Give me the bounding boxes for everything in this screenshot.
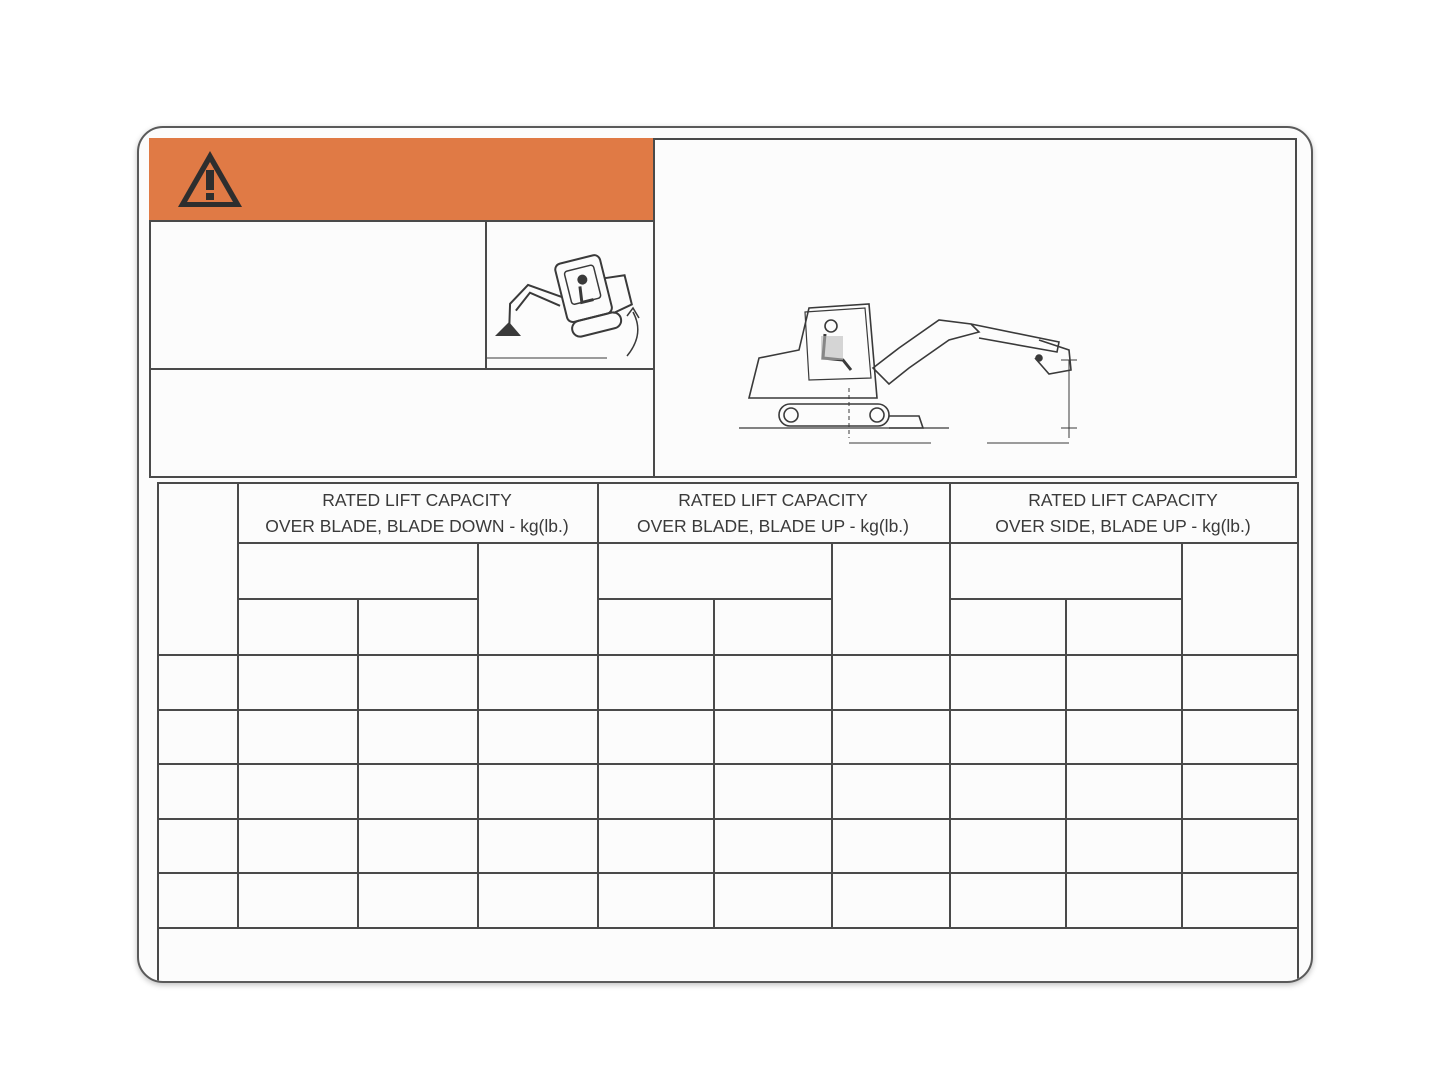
row-line-1: [157, 709, 1299, 711]
rated-lift-capacity-header-2-line2: OVER BLADE, BLADE UP - kg(lb.): [637, 516, 909, 536]
height-units-header: [157, 602, 237, 646]
header-bottom: [149, 476, 1297, 478]
group-line-1: [949, 482, 951, 927]
lift-capacity-decal: [137, 126, 1313, 983]
group-line-2: [1297, 482, 1299, 927]
row-line-4: [157, 872, 1299, 874]
rated-lift-capacity-header-1: [237, 486, 597, 540]
barcode: [1029, 970, 1297, 980]
overload-bottom: [149, 368, 655, 370]
rated-lift-capacity-header-3: [949, 486, 1297, 540]
row-line-0: [157, 654, 1299, 656]
rated-lift-capacity-header-1-line2: OVER BLADE, BLADE DOWN - kg(lb.): [265, 516, 569, 536]
max-col-line-0: [477, 542, 479, 927]
rated-lift-capacity-header-3-line1: RATED LIFT CAPACITY: [1028, 490, 1218, 510]
rated-lift-capacity-header-2: [597, 486, 949, 540]
col-line-height: [237, 482, 239, 927]
row-line-2: [157, 763, 1299, 765]
warning-band: [149, 138, 653, 220]
group-line-0: [597, 482, 599, 927]
table-left-line: [157, 482, 159, 983]
excavator-side-view-illustration: [739, 288, 1169, 468]
rated-lift-capacity-header-3-line2: OVER SIDE, BLADE UP - kg(lb.): [995, 516, 1251, 536]
tipping-excavator-illustration: [487, 226, 651, 366]
rated-lift-capacity-header-2-line1: RATED LIFT CAPACITY: [678, 490, 868, 510]
group-header-line-0: [237, 542, 597, 544]
lift-point-height-header: [157, 498, 237, 578]
row-line-5: [157, 927, 1299, 929]
header-divider: [653, 138, 655, 478]
warning-triangle-icon: [175, 148, 245, 210]
rated-lift-capacity-header-1-line1: RATED LIFT CAPACITY: [322, 490, 512, 510]
row-line-3: [157, 818, 1299, 820]
group-header-line-2: [949, 542, 1297, 544]
group-header-line-1: [597, 542, 949, 544]
table-top-line: [157, 482, 1299, 484]
max-col-line-1: [831, 542, 833, 927]
warn-band-bottom: [149, 220, 655, 222]
frame-right-top: [1295, 138, 1297, 478]
max-col-line-2: [1181, 542, 1183, 927]
